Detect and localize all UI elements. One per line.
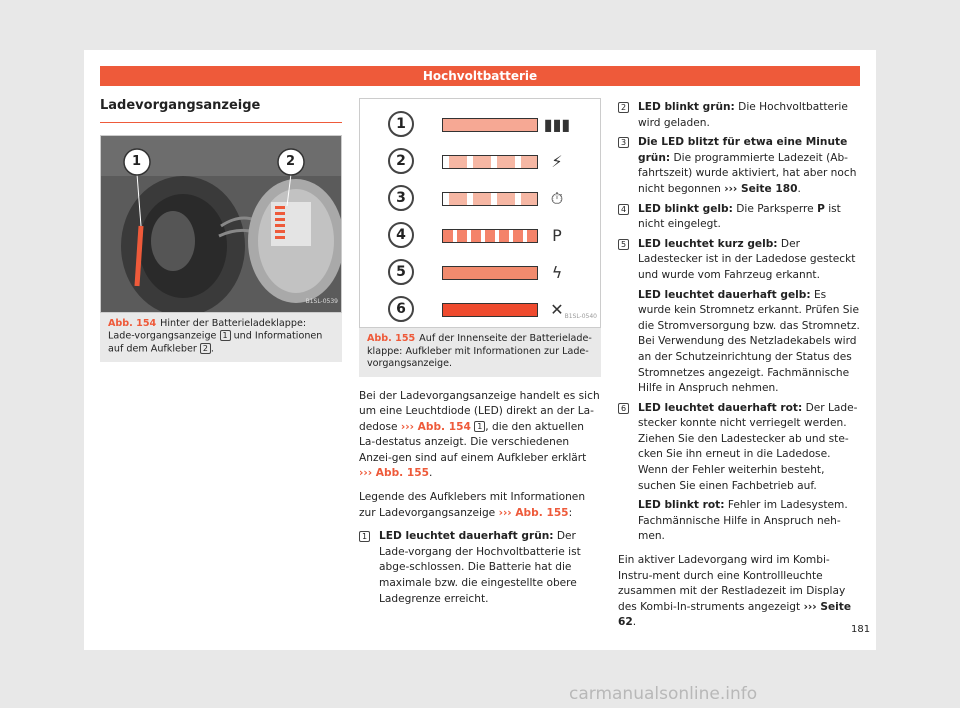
caption-text: . [210, 343, 214, 355]
figure-link[interactable]: ››› Abb. 155 [498, 506, 569, 519]
sticker-row-1 [360, 107, 601, 143]
figure-code: B1SL-0539 [305, 298, 338, 305]
closing-paragraph [618, 553, 860, 631]
column-2 [359, 98, 601, 611]
figure-155-image [359, 98, 601, 328]
page-link[interactable]: ››› Seite 62 [618, 600, 852, 629]
row-number: 6 [388, 296, 414, 322]
led-bar [442, 155, 538, 169]
item-text: Der Ladestecker ist in der Ladedose gesteckt und wurde vom Fahrzeug erkannt. [638, 237, 856, 281]
legend-item-6b [618, 498, 860, 545]
led-bar [442, 118, 538, 132]
legend-item-2 [618, 100, 860, 131]
item-text: ist nicht eingelegt. [638, 202, 841, 231]
page-link[interactable]: ››› Seite 180 [724, 182, 798, 195]
sticker-row-2 [360, 144, 601, 180]
legend-item-5b [618, 288, 860, 397]
no-power-icon: ϟ [551, 263, 563, 282]
plug-icon: ⚡ [551, 152, 563, 171]
text: . [632, 616, 637, 629]
ref-number: 1 [474, 421, 485, 432]
item-title: LED leuchtet kurz gelb: [638, 237, 778, 250]
legend-item-4 [618, 202, 860, 233]
caption-text: Hinter der Batterieladeklappe: Lade-vorgangsanzeige [108, 317, 307, 342]
ref-number: 1 [359, 531, 370, 542]
item-title: Die LED blitzt für etwa eine Minute grün: [638, 136, 848, 164]
ref-number: 6 [618, 403, 629, 414]
row-number: 2 [388, 148, 414, 174]
intro-paragraph [359, 389, 601, 483]
item-title: LED leuchtet dauerhaft rot: [638, 401, 803, 414]
text: Bei der Ladevorgangsanzeige handelt es sich um eine Leuchtdiode (LED) direkt an der La-dedose [359, 389, 600, 433]
figure-154-image [100, 135, 342, 313]
figure-154-caption [100, 313, 342, 363]
item-text: Es wurde kein Stromnetz erkannt. Prüfen Sie die Stromversorgung bzw. das Stromnetz. Bei Verwendung des Netzladekabels wird an der Schutzeinrichtung der Status des Stromnetzes angezeigt. Fachmännische Hilfe in Anspruch nehmen. [638, 288, 860, 395]
item-text: . [797, 182, 801, 195]
plug-error-icon: ✕ [550, 300, 564, 319]
row-number: 5 [388, 259, 414, 285]
item-title: LED leuchtet dauerhaft gelb: [638, 288, 811, 301]
legend-item-1 [359, 529, 601, 607]
watermark: carmanualsonline.info [569, 684, 758, 704]
led-bar [442, 303, 538, 317]
column-3 [618, 100, 860, 639]
figure-label: Abb. 154 [108, 317, 157, 329]
item-text: Der Lade-stecker konnte nicht verriegelt werden. Ziehen Sie den Ladestecker ab und ste-cken Sie ihn erneut in die Ladedose. Wenn der Fehler weiterhin besteht, suchen Sie einen Fachbetrieb auf. [638, 401, 858, 492]
ref-number: 1 [220, 330, 231, 341]
chapter-header: Hochvoltbatterie [100, 66, 860, 86]
legend-item-6 [618, 401, 860, 495]
text: : [568, 506, 573, 519]
item-text: Der Lade-vorgang der Hochvoltbatterie ist abge-schlossen. Die Batterie hat die maximale bzw. die eingestellte obere Ladegrenze erreicht. [379, 530, 581, 605]
figure-label: Abb. 155 [367, 333, 416, 344]
legend-item-5 [618, 237, 860, 284]
item-text: Die Hochvoltbatterie wird geladen. [638, 101, 848, 129]
item-title: LED leuchtet dauerhaft grün: [379, 530, 554, 543]
callout-2: 2 [286, 153, 296, 169]
led-bar [442, 192, 538, 206]
item-title: LED blinkt rot: [638, 499, 725, 512]
item-text: Die programmierte Ladezeit (Ab-fahrtszeit) wurde aktiviert, hat aber noch nicht begonnen [638, 151, 857, 195]
row-number: 3 [388, 185, 414, 211]
item-text: Fehler im Ladesystem. Fachmännische Hilfe in Anspruch neh-men. [638, 499, 848, 543]
led-bar [442, 266, 538, 280]
figure-code: B1SL-0540 [564, 313, 597, 321]
ref-number: 2 [618, 102, 629, 113]
item-text: Die Parksperre [732, 202, 818, 215]
section-rule [100, 122, 342, 123]
callout-1: 1 [132, 153, 142, 169]
ref-number: 3 [618, 137, 629, 148]
section-title: Ladevorgangsanzeige [100, 98, 261, 113]
ref-number: 4 [618, 204, 629, 215]
figure-link[interactable]: ››› Abb. 154 [400, 420, 471, 433]
legend-intro [359, 490, 601, 521]
text: Legende des Aufklebers mit Informationen zur Ladevorgangsanzeige [359, 491, 586, 519]
ref-number: 2 [200, 343, 211, 354]
figure-link[interactable]: ››› Abb. 155 [359, 467, 429, 480]
row-number: 4 [388, 222, 414, 248]
timer-plug-icon: ⏱ [550, 189, 564, 208]
text: Ein aktiver Ladevorgang wird im Kombi-Instru-ment durch eine Kontrollleuchte zusammen mit der Restladezeit im Display des Kombi-In-struments angezeigt [618, 554, 846, 613]
caption-text: und Informationen auf dem Aufkleber [108, 330, 323, 355]
led-bar [442, 229, 538, 243]
item-title: LED blinkt gelb: [638, 202, 733, 215]
battery-icon: ▮▮▮ [543, 115, 571, 134]
caption-text: Auf der Innenseite der Batterielade-klappe: Aufkleber mit Informationen zur Lade-vorgangsanzeige. [367, 333, 592, 369]
legend-item-3 [618, 135, 860, 197]
column-1 [100, 98, 342, 362]
sticker-row-5 [360, 255, 601, 291]
page-number: 181 [851, 624, 871, 635]
park-icon: P [552, 226, 562, 245]
sticker-row-3 [360, 181, 601, 217]
text: , die den aktuellen La-destatus anzeigt. Die verschiedenen Anzei-gen sind auf einem Aufkleber erklärt [359, 420, 587, 464]
item-title: LED blinkt grün: [638, 101, 735, 113]
ref-number: 5 [618, 239, 629, 250]
park-symbol: P [817, 202, 825, 215]
text: . [428, 467, 433, 480]
sticker-row-4 [360, 218, 601, 254]
row-number: 1 [388, 111, 414, 137]
figure-155-caption [359, 328, 601, 377]
